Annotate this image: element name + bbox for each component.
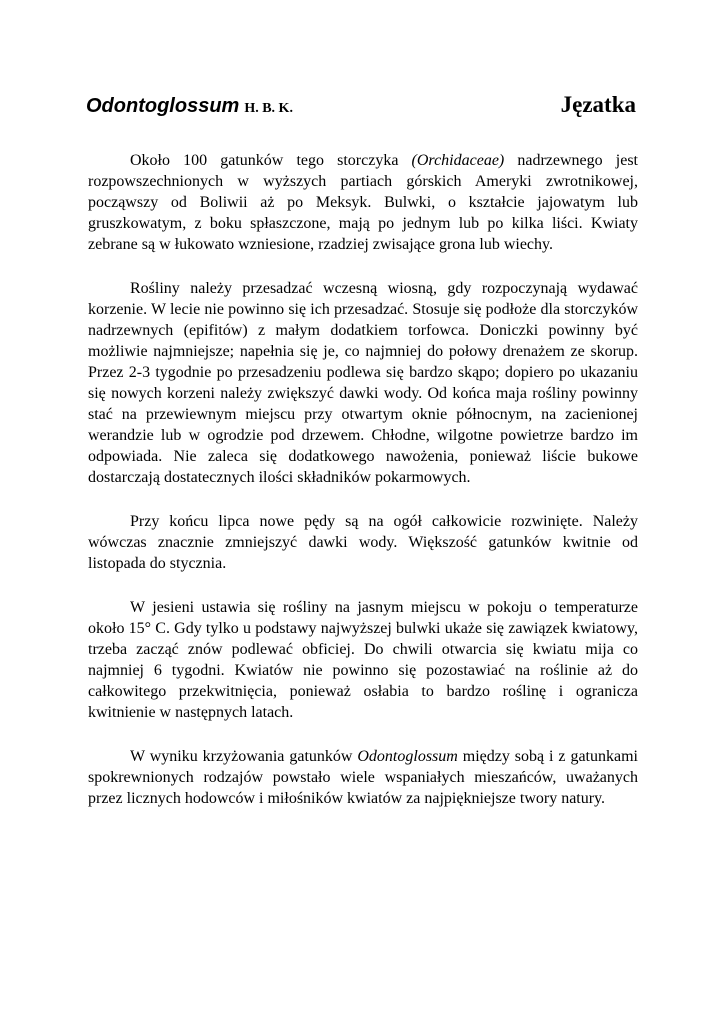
paragraph-text: nadrzewnego jest rozpowszechnionych w wyższych partiach górskich Ameryki zwrotnikowej, począwszy od Boliwii aż po Meksyk. Bulwki, o kształcie jajowatym lub gruszkowatym, z boku spłaszczone, mają po jednym lub po kilka liści. Kwiaty zebrane są w łukowato wzniesione, rzadziej zwisające grona lub wiechy. bbox=[88, 152, 638, 253]
paragraph-hybrids bbox=[88, 746, 638, 809]
author-abbreviation: H. B. K. bbox=[244, 101, 293, 116]
common-name: Jęzatka bbox=[560, 92, 636, 117]
paragraph-text: między sobą i z gatunkami spokrewnionych rodzajów powstało wiele wspaniałych mieszańców, uważanych przez licznych hodowców i miłośników kwiatów za najpiękniejsze twory natury. bbox=[88, 748, 638, 807]
genus-mention: Odontoglossum bbox=[357, 748, 458, 765]
paragraph-summer: Przy końcu lipca nowe pędy są na ogół całkowicie rozwinięte. Należy wówczas znacznie zmniejszyć dawki wody. Większość gatunków kwitnie od listopada do stycznia. bbox=[88, 513, 638, 572]
title-group bbox=[86, 95, 293, 118]
paragraph-description bbox=[88, 150, 638, 255]
genus-name: Odontoglossum bbox=[86, 95, 240, 117]
paragraph-autumn: W jesieni ustawia się rośliny na jasnym miejscu w pokoju o temperaturze około 15° C. Gdy tylko u podstawy najwyższej bulwki ukaże się zawiązek kwiatowy, trzeba zacząć znów podlewać obficiej. Do chwili otwarcia się kwiatu mija co najmniej 6 tygodni. Kwiatów nie powinno się pozostawiać na roślinie aż do całkowitego przekwitnięcia, ponieważ osłabia to bardzo roślinę i ogranicza kwitnienie w następnych latach. bbox=[88, 599, 638, 721]
paragraph-cultivation: Rośliny należy przesadzać wczesną wiosną, gdy rozpoczynają wydawać korzenie. W lecie nie powinno się ich przesadzać. Stosuje się podłoże dla storczyków nadrzewnych (epifitów) z małym dodatkiem torfowca. Doniczki powinny być możliwie najmniejsze; napełnia się je, co najmniej do połowy drenażem ze skorup. Przez 2-3 tygodnie po przesadzeniu podlewa się bardzo skąpo; dopiero po ukazaniu się nowych korzeni należy zwiększyć dawki wody. Od końca maja rośliny powinny stać na przewiewnym miejscu przy otwartym oknie północnym, na zacienionej werandzie lub w ogrodzie pod drzewem. Chłodne, wilgotne powietrze bardzo im odpowiada. Nie zaleca się dodatkowego nawożenia, ponieważ liście bukowe dostarczają dostatecznych ilości składników pokarmowych. bbox=[88, 280, 638, 486]
paragraph-text: W wyniku krzyżowania gatunków bbox=[130, 748, 358, 765]
article-body bbox=[88, 150, 638, 832]
page-header bbox=[86, 92, 636, 124]
paragraph-text: Około 100 gatunków tego storczyka bbox=[130, 152, 412, 169]
family-name: (Orchidaceae) bbox=[411, 152, 505, 169]
